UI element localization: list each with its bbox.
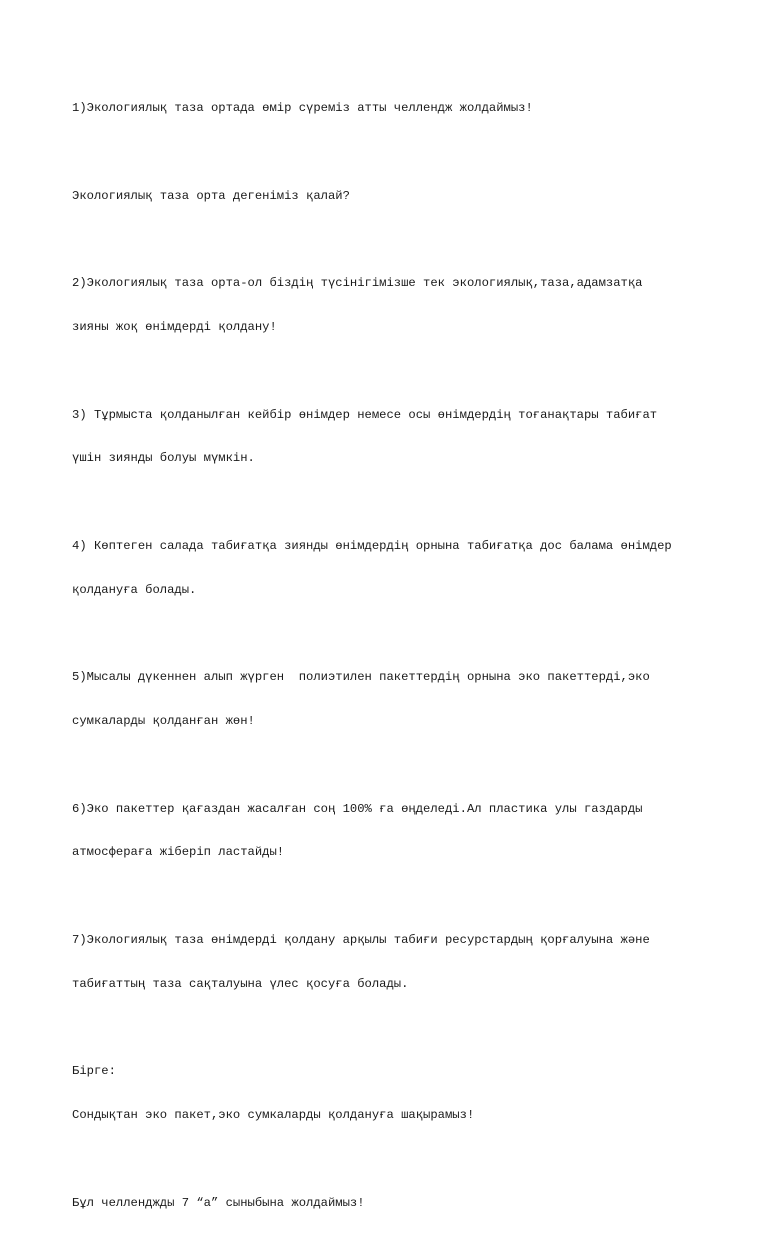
paragraph-line: 3) Тұрмыста қолданылған кейбір өнімдер немесе осы өнімдердің тоғанақтары табиғат [72, 407, 658, 422]
paragraph-7 [72, 773, 702, 890]
paragraph-line: сумкаларды қолданған жөн! [72, 714, 255, 729]
paragraph-line: Бірге: [72, 1064, 116, 1079]
paragraph-line: 6)Эко пакеттер қағаздан жасалған соң 100% ға өңделеді.Ал пластика улы газдарды [72, 801, 643, 816]
paragraph-line: 1)Экологиялық таза ортада өмір сүреміз атты челлендж жолдаймыз! [72, 101, 533, 116]
paragraph-line: Сондықтан эко пакет,эко сумкаларды қолдануға шақырамыз! [72, 1108, 475, 1123]
paragraph-line: Бұл челленджды 7 “а” сыныбына жолдаймыз! [72, 1195, 365, 1210]
paragraph-line: 4) Көптеген салада табиғатқа зиянды өнімдердің орнына табиғатқа дос балама өнімдер [72, 539, 672, 553]
paragraph-line: үшін зиянды болуы мүмкін. [72, 451, 255, 466]
paragraph-line: қолдануға болады. [72, 582, 197, 597]
paragraph-line: Экологиялық таза орта дегеніміз қалай? [72, 188, 350, 203]
paragraph-line: 2)Экологиялық таза орта-ол біздің түсінігімізше тек экологиялық,таза,адамзатқа [72, 276, 643, 291]
paragraph-2 [72, 160, 702, 233]
paragraph-line: табиғаттың таза сақталуына үлес қосуға болады. [72, 976, 409, 991]
paragraph-4 [72, 378, 702, 495]
paragraph-8 [72, 904, 702, 1021]
document-page [72, 72, 702, 1254]
paragraph-10 [72, 1167, 702, 1240]
paragraph-line: атмосфераға жіберіп ластайды! [72, 845, 285, 860]
paragraph-line: зияны жоқ өнімдерді қолдану! [72, 320, 277, 335]
paragraph-6 [72, 641, 702, 758]
paragraph-1 [72, 72, 702, 145]
paragraph-5 [72, 510, 702, 627]
paragraph-9 [72, 1035, 702, 1152]
paragraph-3 [72, 247, 702, 364]
paragraph-line: 7)Экологиялық таза өнімдерді қолдану арқылы табиғи ресурстардың қорғалуына және [72, 933, 650, 948]
paragraph-line: 5)Мысалы дүкеннен алып жүрген полиэтилен пакеттердің орнына эко пакеттерді,эко [72, 670, 650, 685]
